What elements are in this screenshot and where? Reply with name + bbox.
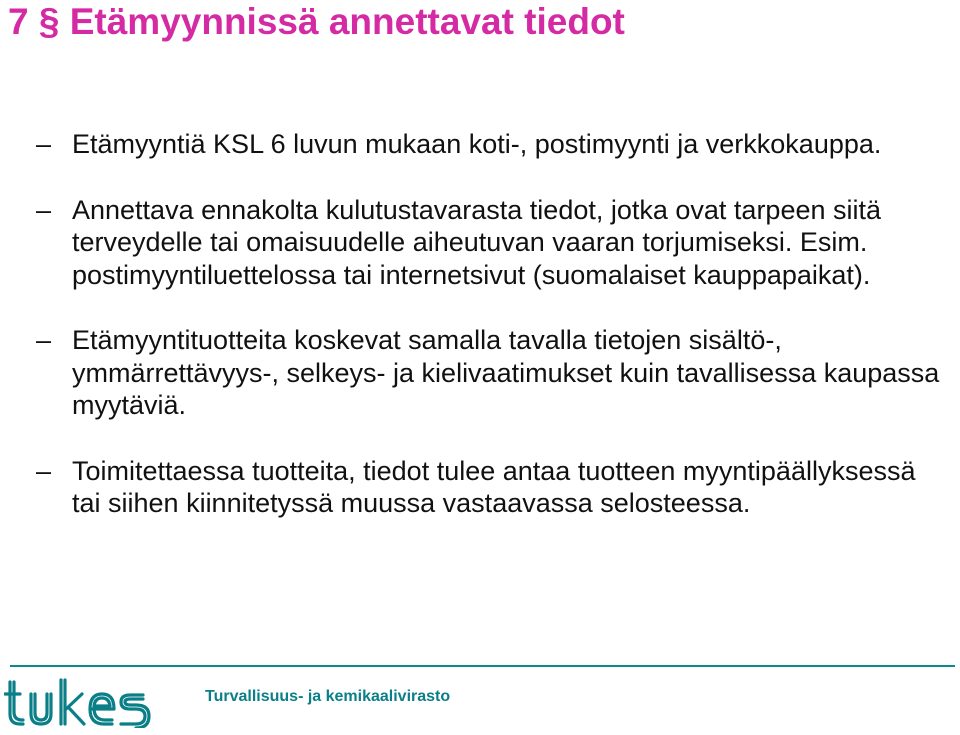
logo-strokes bbox=[5, 680, 149, 728]
agency-name: Turvallisuus- ja kemikaalivirasto bbox=[205, 688, 451, 705]
bullet-item bbox=[36, 324, 946, 422]
bullet-text: Toimitettaessa tuotteita, tiedot tulee antaa tuotteen myyntipäällyksessä tai siihen kiinnitetyssä muussa vastaavassa selosteessa. bbox=[72, 455, 916, 518]
bullet-item bbox=[36, 455, 946, 520]
bullet-text: Etämyyntiä KSL 6 luvun mukaan koti-, postimyynti ja verkkokauppa. bbox=[72, 129, 882, 159]
slide-title: 7 § Etämyynnissä annettavat tiedot bbox=[8, 1, 625, 42]
bullet-item bbox=[36, 194, 946, 292]
footer-divider bbox=[10, 665, 955, 667]
bullet-text: Etämyyntituotteita koskevat samalla tavalla tietojen sisältö-, ymmärrettävyys-, selkeys- ja kielivaatimukset kuin tavallisessa kaupassa myytäviä. bbox=[72, 325, 940, 420]
dash-marker: – bbox=[36, 455, 52, 486]
dash-marker: – bbox=[36, 129, 52, 159]
tukes-logo bbox=[4, 678, 152, 728]
bullet-item bbox=[36, 128, 946, 161]
bullet-text: Annettava ennakolta kulutustavarasta tiedot, jotka ovat tarpeen siitä terveydelle tai omaisuudelle aiheutuvan vaaran torjumiseksi. Esim. postimyyntiluettelossa tai internetsivut (suomalaiset kauppapaikat). bbox=[72, 194, 882, 290]
dash-marker: – bbox=[36, 325, 52, 355]
bullet-list bbox=[36, 128, 946, 553]
dash-marker: – bbox=[36, 194, 52, 225]
